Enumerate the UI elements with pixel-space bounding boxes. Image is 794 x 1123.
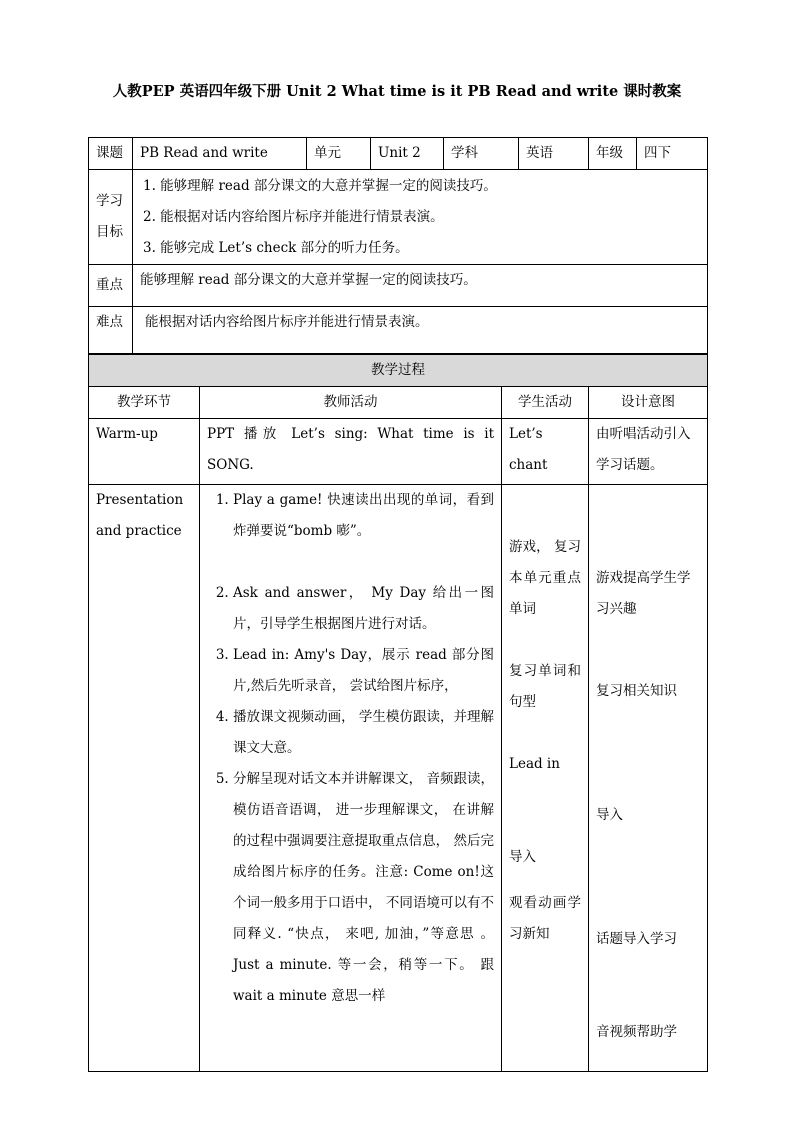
student-activity: 导入 [509,849,536,865]
key-point-label: 重点 [89,265,133,307]
warmup-student: Let’s chant [502,419,589,485]
unit-label: 单元 [307,138,371,170]
process-header: 教学过程 [89,355,708,387]
design-intent: 游戏提高学生学习兴趣 [596,570,691,617]
goal-item: 2. 能根据对话内容给图片标序并能进行情景表演。 [143,208,444,225]
topic-value: PB Read and write [133,138,307,170]
col-teacher-header: 教师活动 [200,387,502,419]
goals-label-line2: 目标 [96,224,123,240]
unit-value: Unit 2 [371,138,444,170]
goals-label [89,170,133,265]
warmup-stage: Warm-up [89,419,200,485]
presentation-student [502,485,589,1072]
design-intent: 导入 [596,807,623,823]
design-intent: 复习相关知识 [596,683,677,699]
teacher-step: 2. Ask and answer， My Day 给出一图片，引导学生根据图片进行对话。 [233,578,494,640]
page-title: 人教PEP 英语四年级下册 Unit 2 What time is it PB Read and write 课时教案 [112,83,682,100]
col-stage-header: 教学环节 [89,387,200,419]
difficulty-label: 难点 [89,307,133,354]
col-design-header: 设计意图 [589,387,708,419]
col-student-header: 学生活动 [502,387,589,419]
teacher-step: 4. 播放课文视频动画， 学生模仿跟读，并理解课文大意。 [233,702,494,764]
student-activity: 观看动画学习新知 [509,895,581,942]
subject-value: 英语 [519,138,589,170]
student-activity: Lead in [509,756,560,772]
goals-label-line1: 学习 [96,193,123,209]
topic-label: 课题 [89,138,133,170]
warmup-teacher: PPT 播放 Let’s sing: What time is it SONG. [200,419,502,485]
info-table [88,137,708,354]
stage-line: Presentation [96,492,184,508]
student-activity: 复习单词和句型 [509,663,581,710]
key-point-value: 能够理解 read 部分课文的大意并掌握一定的阅读技巧。 [133,265,708,307]
warmup-design: 由听唱活动引入学习话题。 [589,419,708,485]
design-intent: 话题导入学习 [596,931,677,947]
goals-list [133,170,708,265]
grade-label: 年级 [589,138,637,170]
subject-label: 学科 [444,138,519,170]
presentation-stage [89,485,200,1072]
presentation-design [589,485,708,1072]
teacher-step: 3. Lead in: Amy's Day，展示 read 部分图片,然后先听录音， 尝试给图片标序， [233,640,494,702]
stage-line: and practice [96,523,182,539]
teacher-step: 1. Play a game! 快速读出出现的单词，看到炸弹要说“bomb 嘭”。 [233,485,494,547]
teacher-step: 5. 分解呈现对话文本并讲解课文， 音频跟读， 模仿语音语调， 进一步理解课文， 在讲解的过程中强调要注意提取重点信息， 然后完成给图片标序的任务。注意: Come on!这个词一般多用于口语中， 不同语境可以有不同释义. “快点， 来吧, 加油，”等意思 。Just a minute. 等一会，稍等一下。 跟 wait a minute 意思一样 [233,764,494,1012]
student-activity: 游戏， 复习本单元重点单词 [509,539,581,617]
difficulty-value: 能根据对话内容给图片标序并能进行情景表演。 [133,307,708,354]
grade-value: 四下 [637,138,708,170]
process-table [88,354,708,1072]
goal-item: 1. 能够理解 read 部分课文的大意并掌握一定的阅读技巧。 [143,177,497,194]
design-intent: 音视频帮助学 [596,1024,677,1040]
goal-item: 3. 能够完成 Let’s check 部分的听力任务。 [143,239,409,256]
presentation-teacher [200,485,502,1072]
